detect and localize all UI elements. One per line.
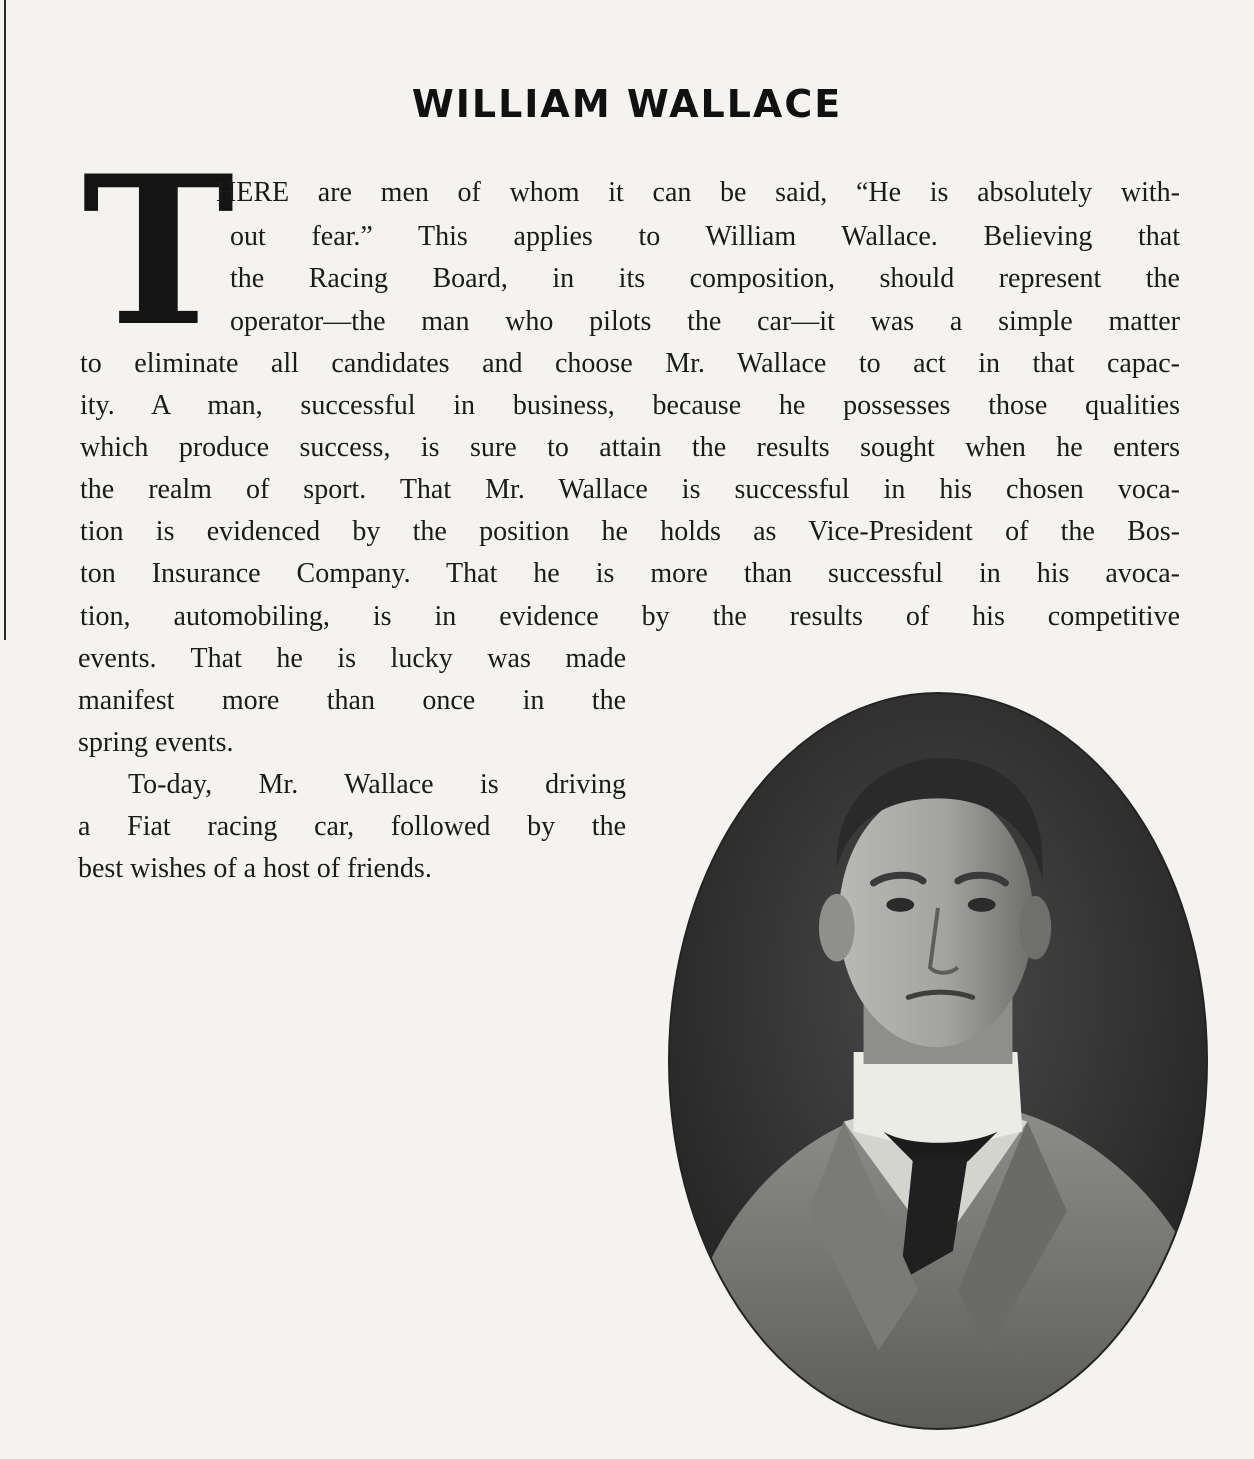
text-line: To-day, Mr. Wallace is driving [128, 769, 626, 800]
text-line: manifest more than once in the [78, 685, 626, 716]
text-line: out fear.” This applies to William Wallace. Believing that [230, 221, 1180, 252]
text-line: ton Insurance Company. That he is more than successful in his avoca- [80, 558, 1180, 589]
text-line: tion, automobiling, is in evidence by the results of his competitive [80, 601, 1180, 632]
text-line: best wishes of a host of friends. [78, 853, 432, 884]
text-line: tion is evidenced by the position he holds as Vice-President of the Bos- [80, 516, 1180, 547]
text-line: the realm of sport. That Mr. Wallace is successful in his chosen voca- [80, 474, 1180, 505]
text-line: operator—the man who pilots the car—it was a simple matter [230, 306, 1180, 337]
drop-cap: T [82, 132, 235, 372]
article-title: WILLIAM WALLACE [411, 82, 843, 126]
portrait-photo [668, 692, 1208, 1430]
text-line: which produce success, is sure to attain the results sought when he enters [80, 432, 1180, 463]
text-line: ity. A man, successful in business, because he possesses those qualities [80, 390, 1180, 421]
text-line: HERE are men of whom it can be said, “He is absolutely with- [216, 177, 1180, 208]
text-line: events. That he is lucky was made [78, 643, 626, 674]
text-line: a Fiat racing car, followed by the [78, 811, 626, 842]
text-line: spring events. [78, 727, 234, 758]
text-line: to eliminate all candidates and choose Mr. Wallace to act in that capac- [80, 348, 1180, 379]
text-line: the Racing Board, in its composition, should represent the [230, 263, 1180, 294]
portrait-illustration [670, 694, 1206, 1428]
